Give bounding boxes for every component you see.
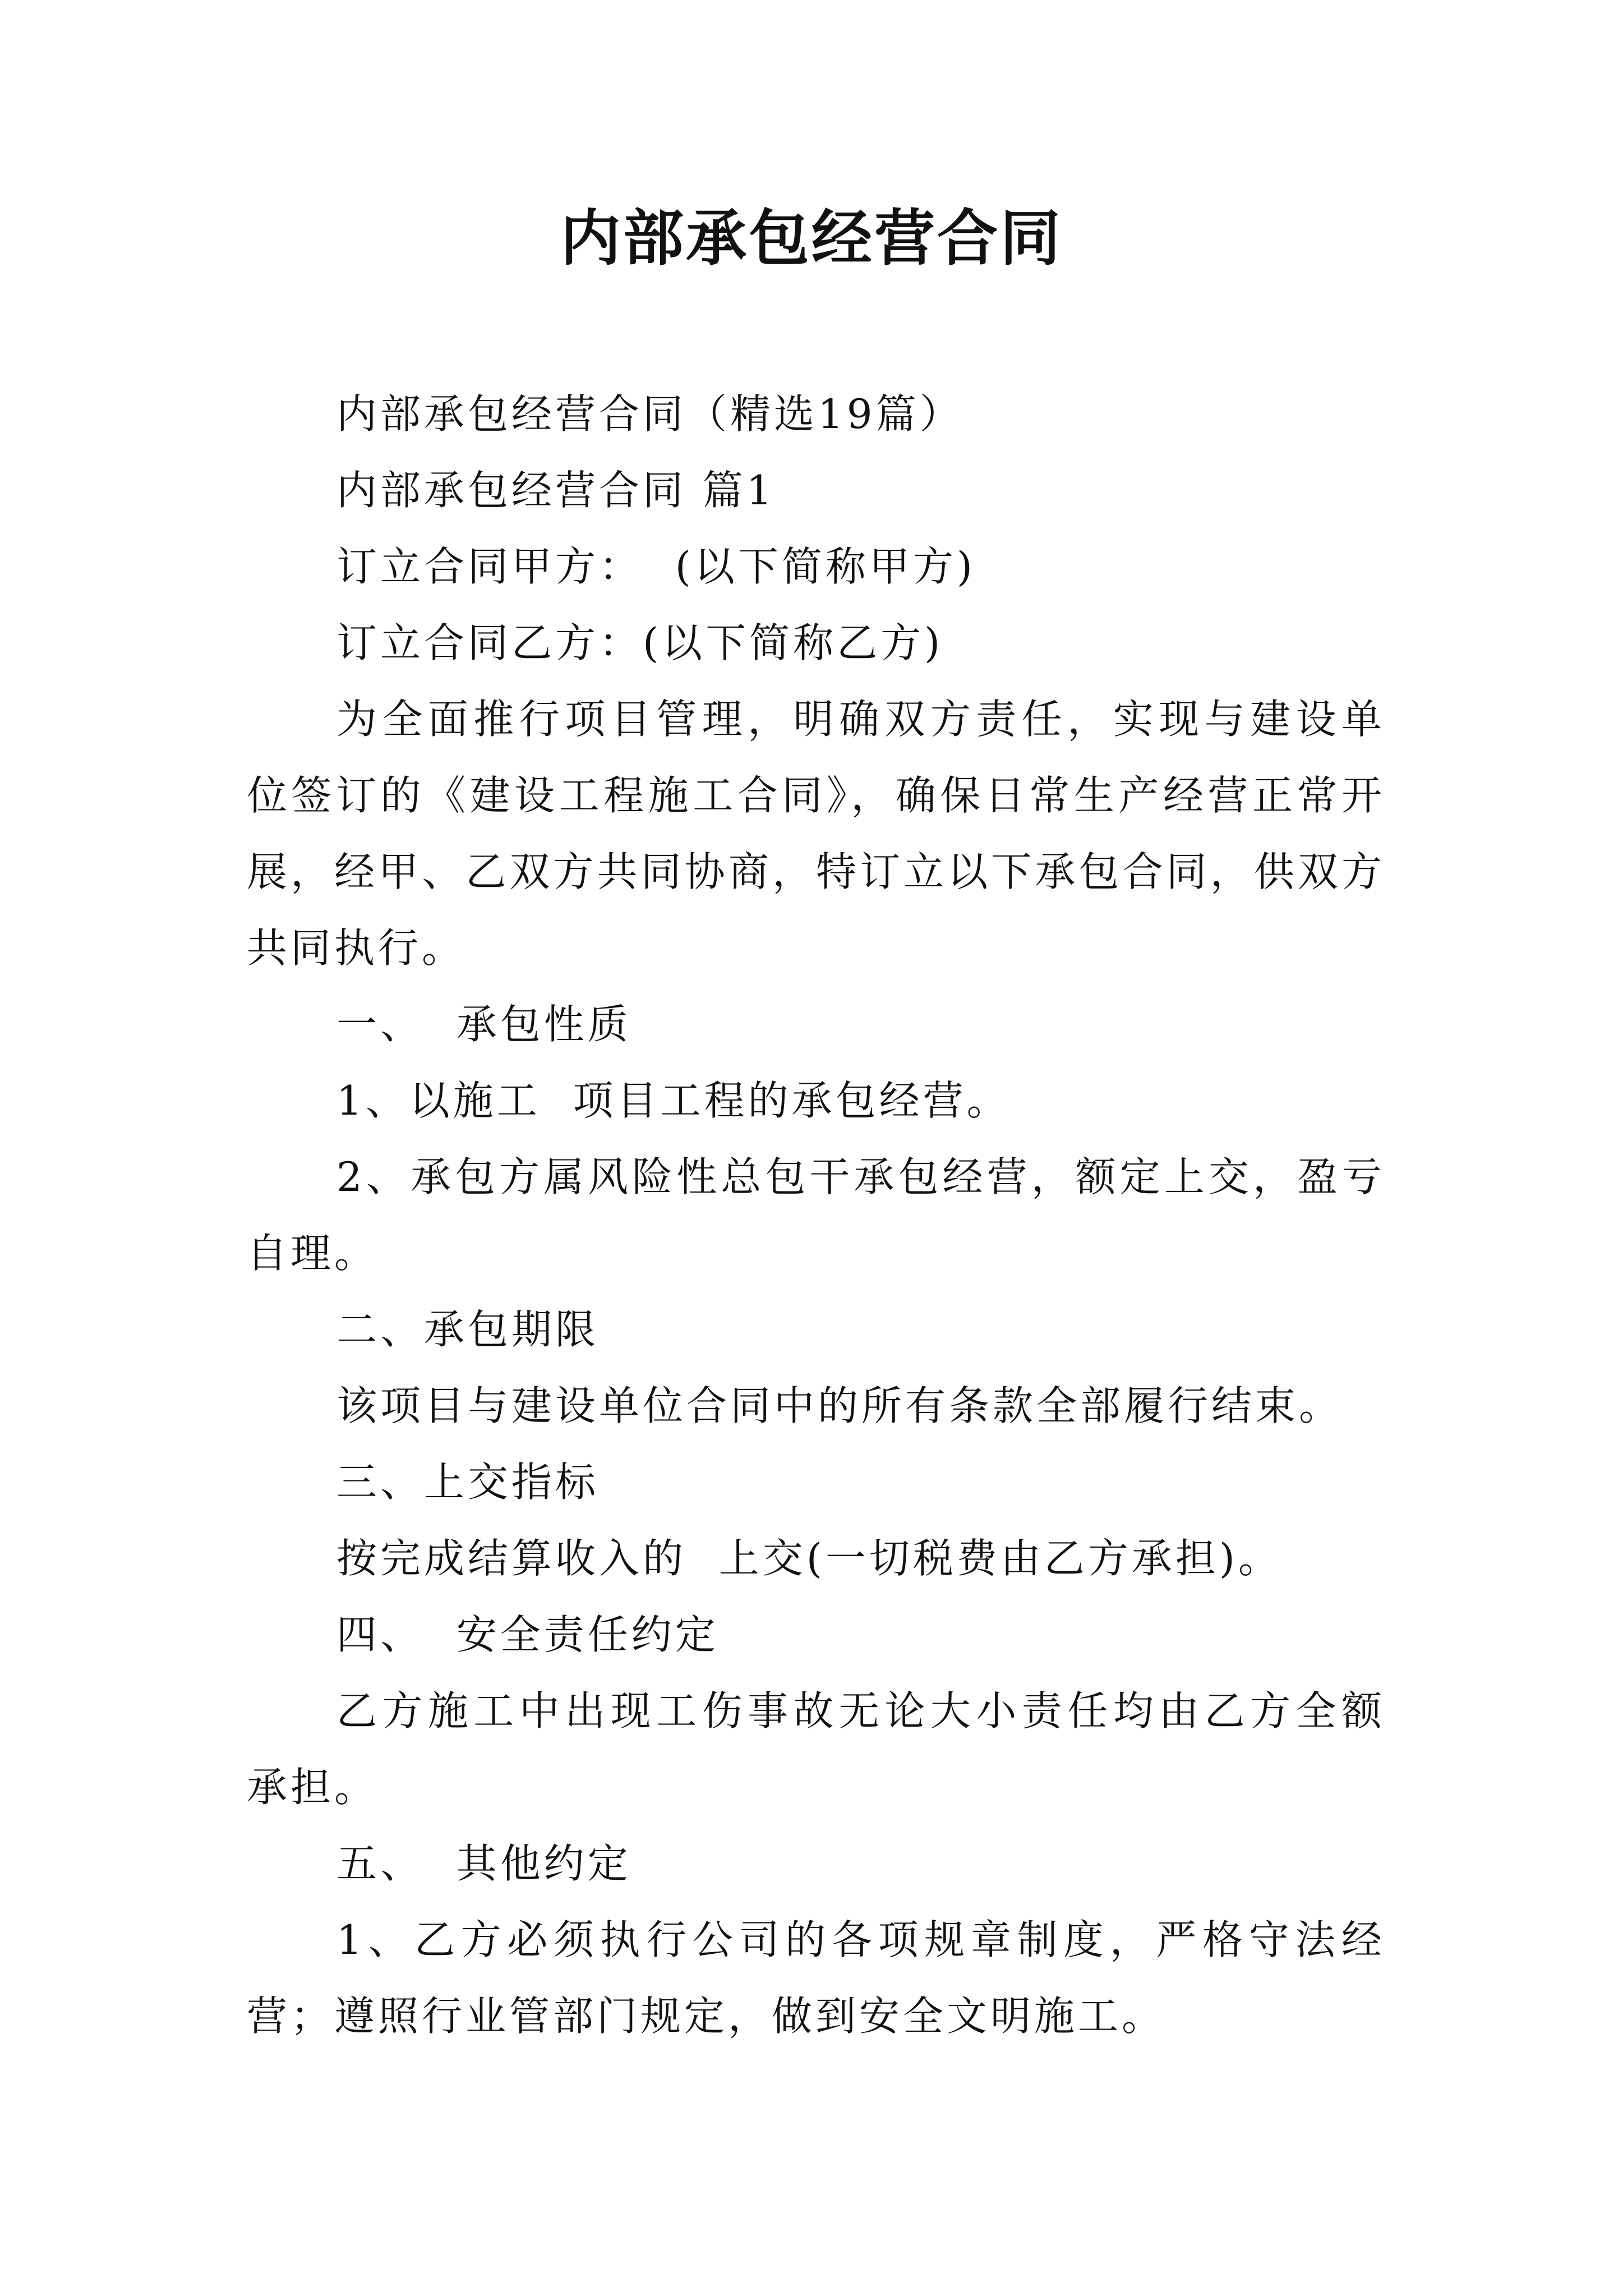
paragraph-chapter-title: 内部承包经营合同 篇1 [336, 467, 776, 514]
section-heading-safety: 四、 安全责任约定 [336, 1611, 719, 1658]
paragraph-party-b: 订立合同乙方：(以下简称乙方) [336, 619, 944, 666]
section-heading-other: 五、 其他约定 [336, 1840, 631, 1887]
section-heading-term: 二、承包期限 [336, 1306, 600, 1353]
paragraph-preamble: 为全面推行项目管理，明确双方责任，实现与建设单位签订的《建设工程施工合同》，确保日常生产经营正常开展，经甲、乙双方共同协商，特订立以下承包合同，供双方共同执行。 [247, 696, 1385, 972]
paragraph-party-a: 订立合同甲方： (以下简称甲方) [336, 543, 976, 590]
paragraph-safety: 乙方施工中出现工伤事故无论大小责任均由乙方全额承担。 [247, 1687, 1385, 1811]
paragraph-quota: 按完成结算收入的 上交(一切税费由乙方承担)。 [336, 1535, 1282, 1582]
section-heading-nature: 一、 承包性质 [336, 1001, 631, 1048]
paragraph-other-1: 1、乙方必须执行公司的各项规章制度，严格守法经营；遵照行业管部门规定，做到安全文明施工。 [247, 1916, 1385, 2040]
paragraph-nature-1: 1、以施工 项目工程的承包经营。 [336, 1077, 1011, 1124]
document-body [247, 376, 1385, 2054]
paragraph-term: 该项目与建设单位合同中的所有条款全部履行结束。 [336, 1382, 1343, 1429]
section-heading-quota: 三、上交指标 [336, 1458, 600, 1506]
document-title: 内部承包经营合同 [560, 203, 1063, 274]
paragraph-nature-2: 2、承包方属风险性总包干承包经营，额定上交，盈亏自理。 [247, 1153, 1385, 1277]
paragraph-heading-selection: 内部承包经营合同（精选19篇） [336, 390, 963, 438]
